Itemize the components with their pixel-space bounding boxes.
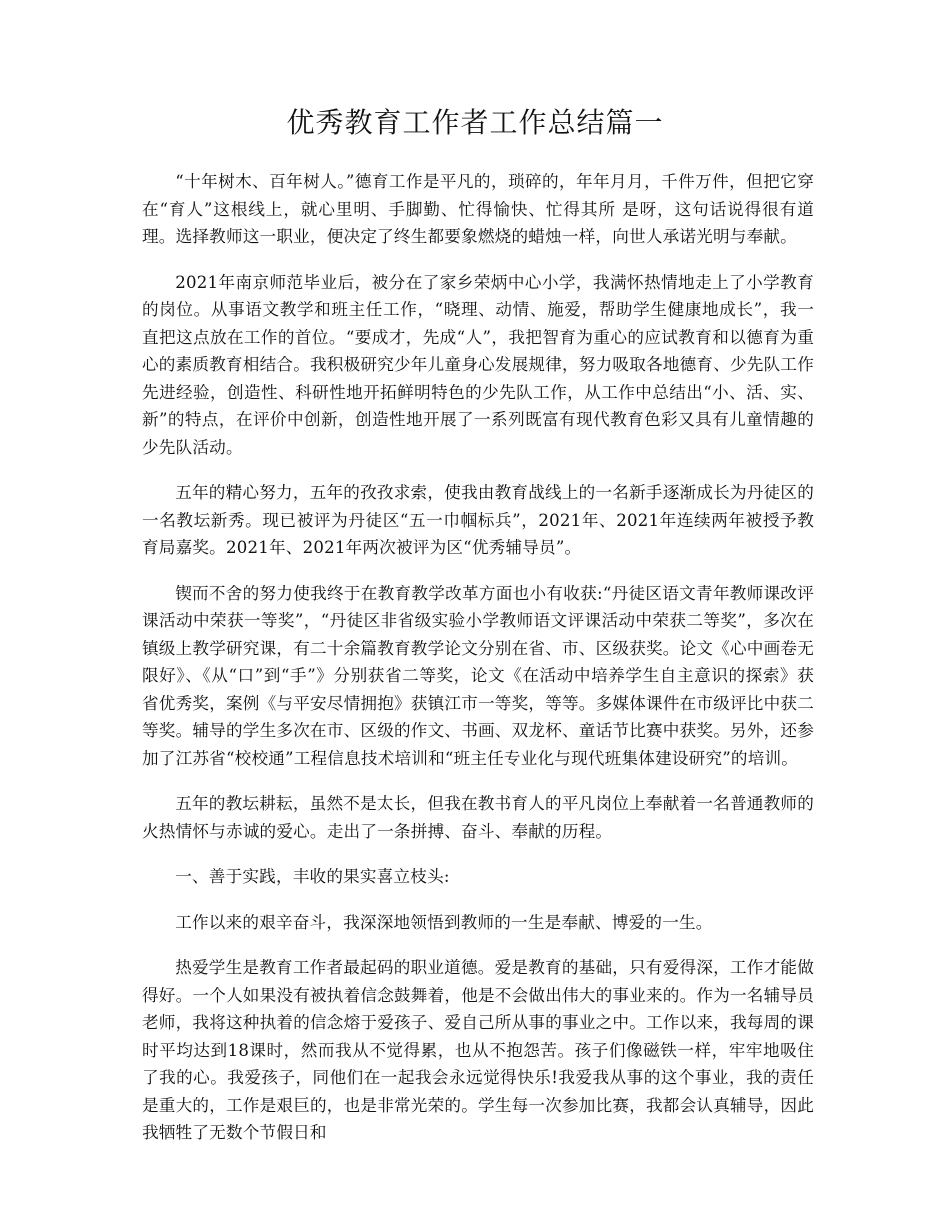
paragraph-6: 工作以来的艰辛奋斗，我深深地领悟到教师的一生是奉献、博爱的一生。 — [175, 912, 713, 932]
section-heading: 一、善于实践，丰收的果实喜立枝头: — [175, 867, 450, 886]
paragraph-4: 锲而不舍的努力使我终于在教育教学改革方面也小有收获:“丹徒区语文青年教师课改评课活动中荣获一等奖”，“丹徒区非省级实验小学教师语文评课活动中荣获二等奖”，多次在镇级上教学研究课，有二十余篇教育教学论文分别在省、市、区级获奖。论文《心中画卷无限好》、《从“口”到“手”》分别获省二等奖，论文《在活动中培养学生自主意识的探索》获省优秀奖，案例《与平安尽情拥抱》获镇江市一等奖，等等。多媒体课件在市级评比中获二等奖。辅导的学生多次在市、区级的作文、书画、双龙杯、童话节比赛中获奖。另外，还参加了江苏省“校校通”工程信息技术培训和“班主任专业化与现代班集体建设研究”的培训。 — [142, 583, 814, 768]
paragraph-5: 五年的教坛耕耘，虽然不是太长，但我在教书育人的平凡岗位上奉献着一名普通教师的火热情怀与赤诚的爱心。走出了一条拼搏、奋斗、奉献的历程。 — [142, 794, 814, 841]
document-body — [142, 168, 814, 1165]
paragraph-2: 2021年南京师范毕业后，被分在了家乡荣炳中心小学，我满怀热情地走上了小学教育的岗位。从事语文教学和班主任工作，“晓理、动情、施爱，帮助学生健康地成长”，我一直把这点放在工作的首位。“要成才，先成“人”，我把智育为重心的应试教育和以德育为重心的素质教育相结合。我积极研究少年儿童身心发展规律，努力吸取各地德育、少先队工作先进经验，创造性、科研性地开拓鲜明特色的少先队工作，从工作中总结出“小、活、实、新”的特点，在评价中创新，创造性地开展了一系列既富有现代教育色彩又具有儿童情趣的少先队活动。 — [142, 272, 814, 457]
paragraph-7: 热爱学生是教育工作者最起码的职业道德。爱是教育的基础，只有爱得深，工作才能做得好。一个人如果没有被执着信念鼓舞着，他是不会做出伟大的事业来的。作为一名辅导员老师，我将这种执着的信念熔于爱孩子、爱自己所从事的事业之中。工作以来，我每周的课时平均达到18课时，然而我从不觉得累，也从不抱怨苦。孩子们像磁铁一样，牢牢地吸住了我的心。我爱孩子，同他们在一起我会永远觉得快乐!我爱我从事的这个事业，我的责任是重大的，工作是艰巨的，也是非常光荣的。学生每一次参加比赛，我都会认真辅导，因此我牺牲了无数个节假日和 — [142, 958, 814, 1142]
page-title: 优秀教育工作者工作总结篇一 — [286, 106, 664, 139]
paragraph-3: 五年的精心努力，五年的孜孜求索，使我由教育战线上的一名新手逐渐成长为丹徒区的一名教坛新秀。现已被评为丹徒区“五一巾帼标兵”，2021年、2021年连续两年被授予教育局嘉奖。2021年、2021年两次被评为区“优秀辅导员”。 — [142, 483, 814, 557]
paragraph-1: “十年树木、百年树人。”德育工作是平凡的，琐碎的，年年月月，千件万件，但把它穿在“育人”这根线上，就心里明、手脚勤、忙得愉快、忙得其所 是呀，这句话说得很有道理。选择教师这一职业，便决定了终生都要象燃烧的蜡烛一样，向世人承诺光明与奉献。 — [142, 172, 814, 246]
